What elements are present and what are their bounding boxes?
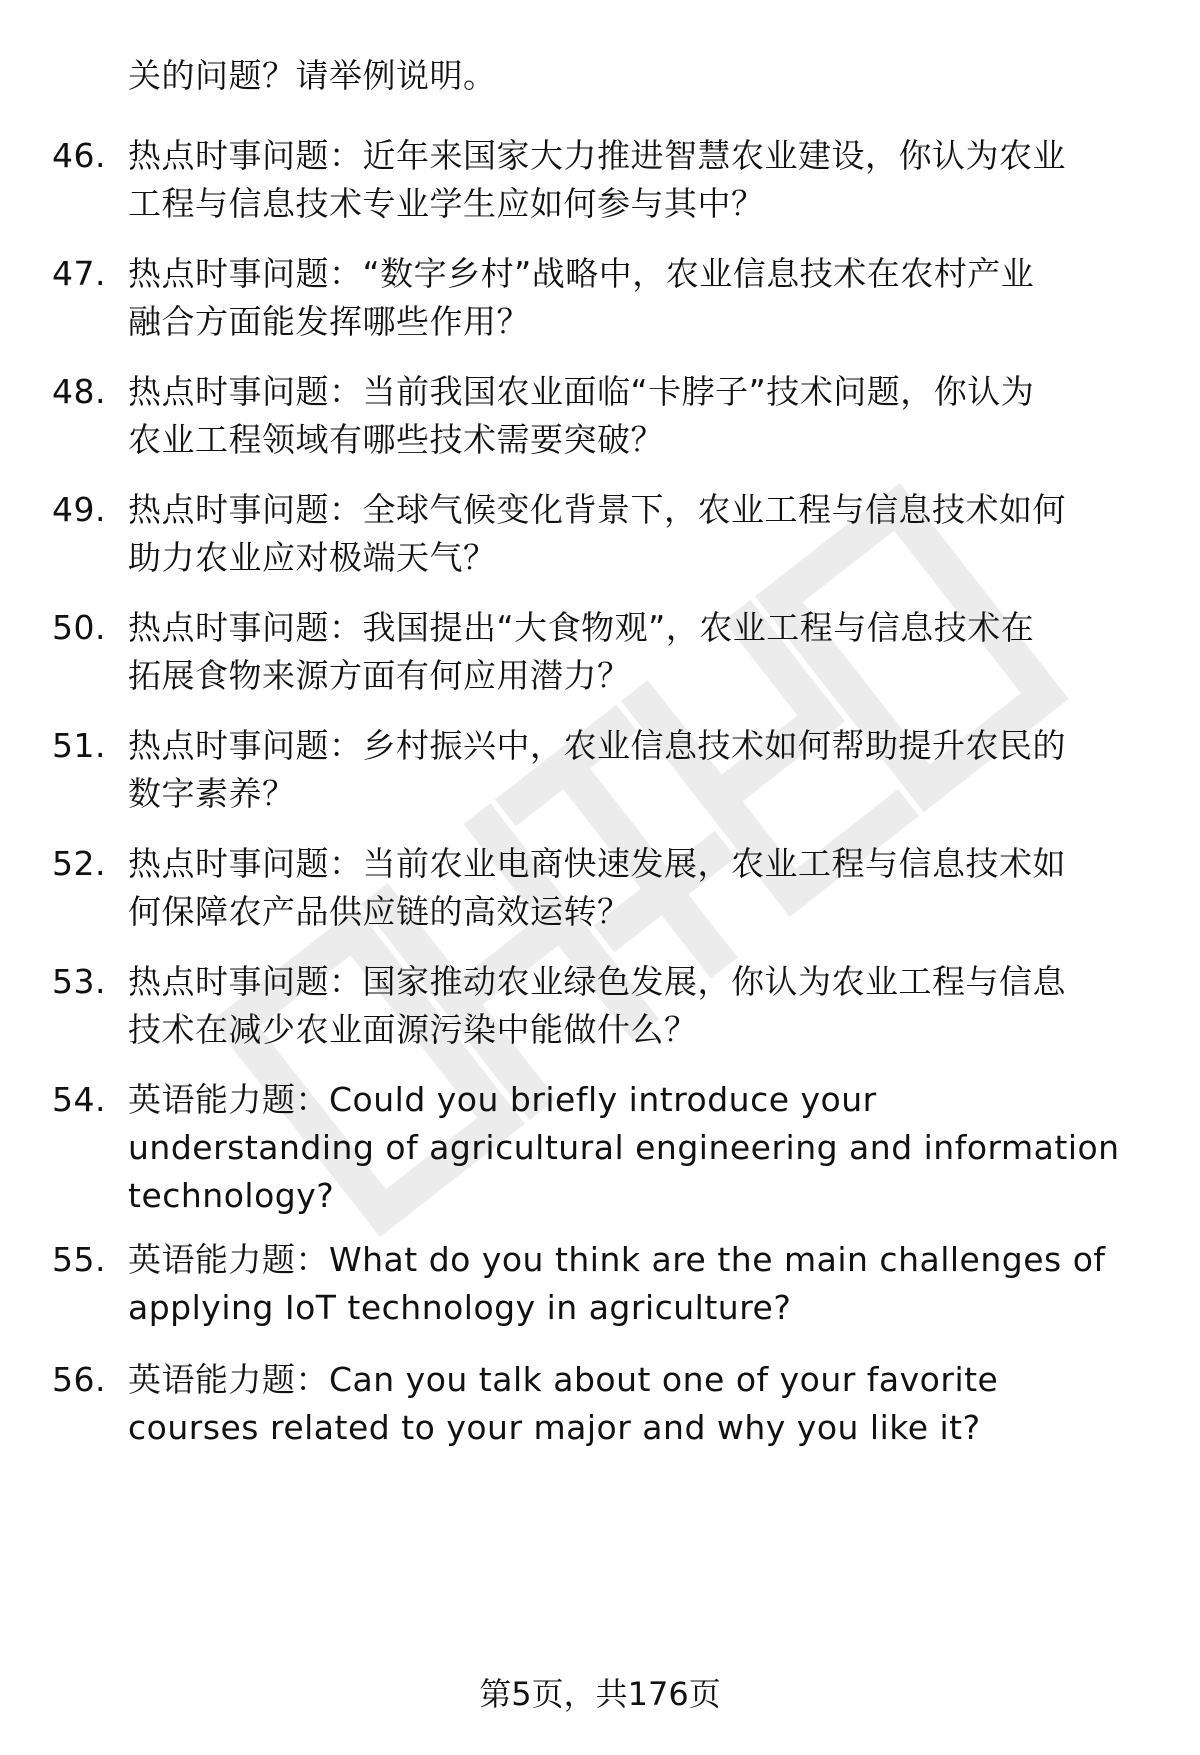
question-text-line: 热点时事问题：近年来国家大力推进智慧农业建设，你认为农业 (128, 136, 1066, 175)
question-text-line: 热点时事问题：全球气候变化背景下，农业工程与信息技术如何 (128, 490, 1066, 529)
question-text-line: 热点时事问题：乡村振兴中，农业信息技术如何帮助提升农民的 (128, 726, 1066, 765)
page-number-footer: 第5页，共176页 (479, 1675, 721, 1713)
question-text (128, 132, 1140, 228)
continued-question-text: 关的问题？请举例说明。 (128, 56, 497, 95)
question-number: 51. (52, 726, 106, 765)
question-text (128, 604, 1140, 700)
question-number: 56. (52, 1360, 106, 1399)
question-text-line: 热点时事问题：当前我国农业面临“卡脖子”技术问题，你认为 (128, 372, 1035, 411)
question-text-line: 何保障农产品供应链的高效运转？ (128, 892, 631, 931)
question-number: 53. (52, 962, 106, 1001)
question-number: 52. (52, 844, 106, 883)
question-text-line: 技术在减少农业面源污染中能做什么？ (128, 1010, 698, 1049)
question-text-line: applying IoT technology in agriculture? (128, 1288, 792, 1327)
question-text-line: 热点时事问题：“数字乡村”战略中，农业信息技术在农村产业 (128, 254, 1035, 293)
question-text-line: 英语能力题：What do you think are the main challenges of (128, 1240, 1106, 1279)
question-number: 47. (52, 254, 106, 293)
question-text-line: 工程与信息技术专业学生应如何参与其中？ (128, 184, 765, 223)
question-text-line: 热点时事问题：当前农业电商快速发展，农业工程与信息技术如 (128, 844, 1066, 883)
question-text-line: 助力农业应对极端天气？ (128, 538, 497, 577)
question-text-line: 热点时事问题：我国提出“大食物观”，农业工程与信息技术在 (128, 608, 1035, 647)
question-text-line: understanding of agricultural engineering and information (128, 1128, 1120, 1167)
question-number: 50. (52, 608, 106, 647)
question-text-line: 拓展食物来源方面有何应用潜力？ (128, 656, 631, 695)
question-text (128, 840, 1140, 936)
question-text-line: 英语能力题：Could you briefly introduce your (128, 1080, 877, 1119)
question-number: 46. (52, 136, 106, 175)
question-text-line: 数字素养？ (128, 774, 296, 813)
question-text (128, 722, 1140, 818)
question-text (128, 368, 1140, 464)
question-number: 55. (52, 1240, 106, 1279)
question-number: 48. (52, 372, 106, 411)
question-text-line: 英语能力题：Can you talk about one of your favorite (128, 1360, 999, 1399)
question-text (128, 1076, 1140, 1220)
question-text-line: 热点时事问题：国家推动农业绿色发展，你认为农业工程与信息 (128, 962, 1066, 1001)
question-number: 49. (52, 490, 106, 529)
question-text-line: 融合方面能发挥哪些作用？ (128, 302, 530, 341)
question-text (128, 486, 1140, 582)
question-number: 54. (52, 1080, 106, 1119)
question-text (128, 1236, 1140, 1332)
question-text-line: 农业工程领域有哪些技术需要突破？ (128, 420, 664, 459)
question-text (128, 958, 1140, 1054)
question-text-line: technology? (128, 1176, 335, 1215)
question-text-line: courses related to your major and why you like it? (128, 1408, 981, 1447)
question-text (128, 250, 1140, 346)
question-text (128, 1356, 1140, 1452)
